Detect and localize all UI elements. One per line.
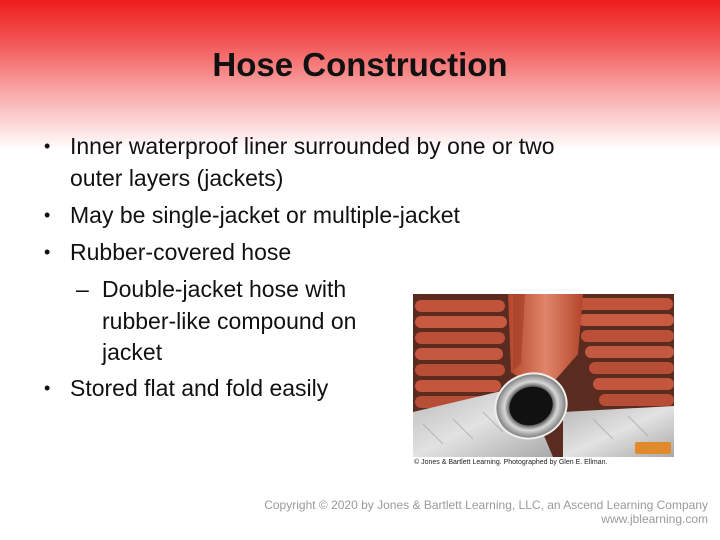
- bullet-text-continuation: outer layers (jackets): [70, 165, 284, 191]
- photo-credit: © Jones & Bartlett Learning. Photographed by Glen E. Ellman.: [414, 459, 608, 466]
- bullet-dot: •: [44, 205, 51, 225]
- hose-photo-illustration: [413, 294, 674, 457]
- sub-bullet-text: Double-jacket hose with: [102, 276, 347, 302]
- sub-bullet-item: [0, 273, 400, 369]
- bullet-item: [0, 199, 720, 233]
- sub-bullet-text-continuation: rubber-like compound on: [102, 308, 357, 334]
- footer-url: www.jblearning.com: [601, 512, 708, 526]
- bullet-text: Stored flat and fold easily: [70, 375, 329, 401]
- bullet-text: Rubber-covered hose: [70, 239, 292, 265]
- bullet-dot: •: [44, 242, 51, 262]
- bullet-text: May be single-jacket or multiple-jacket: [70, 202, 460, 228]
- sub-bullet-text-continuation: jacket: [102, 339, 163, 365]
- footer-copyright: Copyright © 2020 by Jones & Bartlett Learning, LLC, an Ascend Learning Company: [264, 498, 708, 512]
- hose-stack-left: [415, 300, 507, 408]
- bullet-dot: •: [44, 136, 51, 156]
- sub-bullet-dash: –: [76, 276, 89, 302]
- hose-photo: [413, 294, 674, 457]
- slide-title: Hose Construction: [212, 46, 508, 83]
- bullet-text: Inner waterproof liner surrounded by one or two: [70, 133, 555, 159]
- bullet-dot: •: [44, 378, 51, 398]
- bullet-item: [0, 236, 720, 270]
- bullet-item: [0, 130, 720, 200]
